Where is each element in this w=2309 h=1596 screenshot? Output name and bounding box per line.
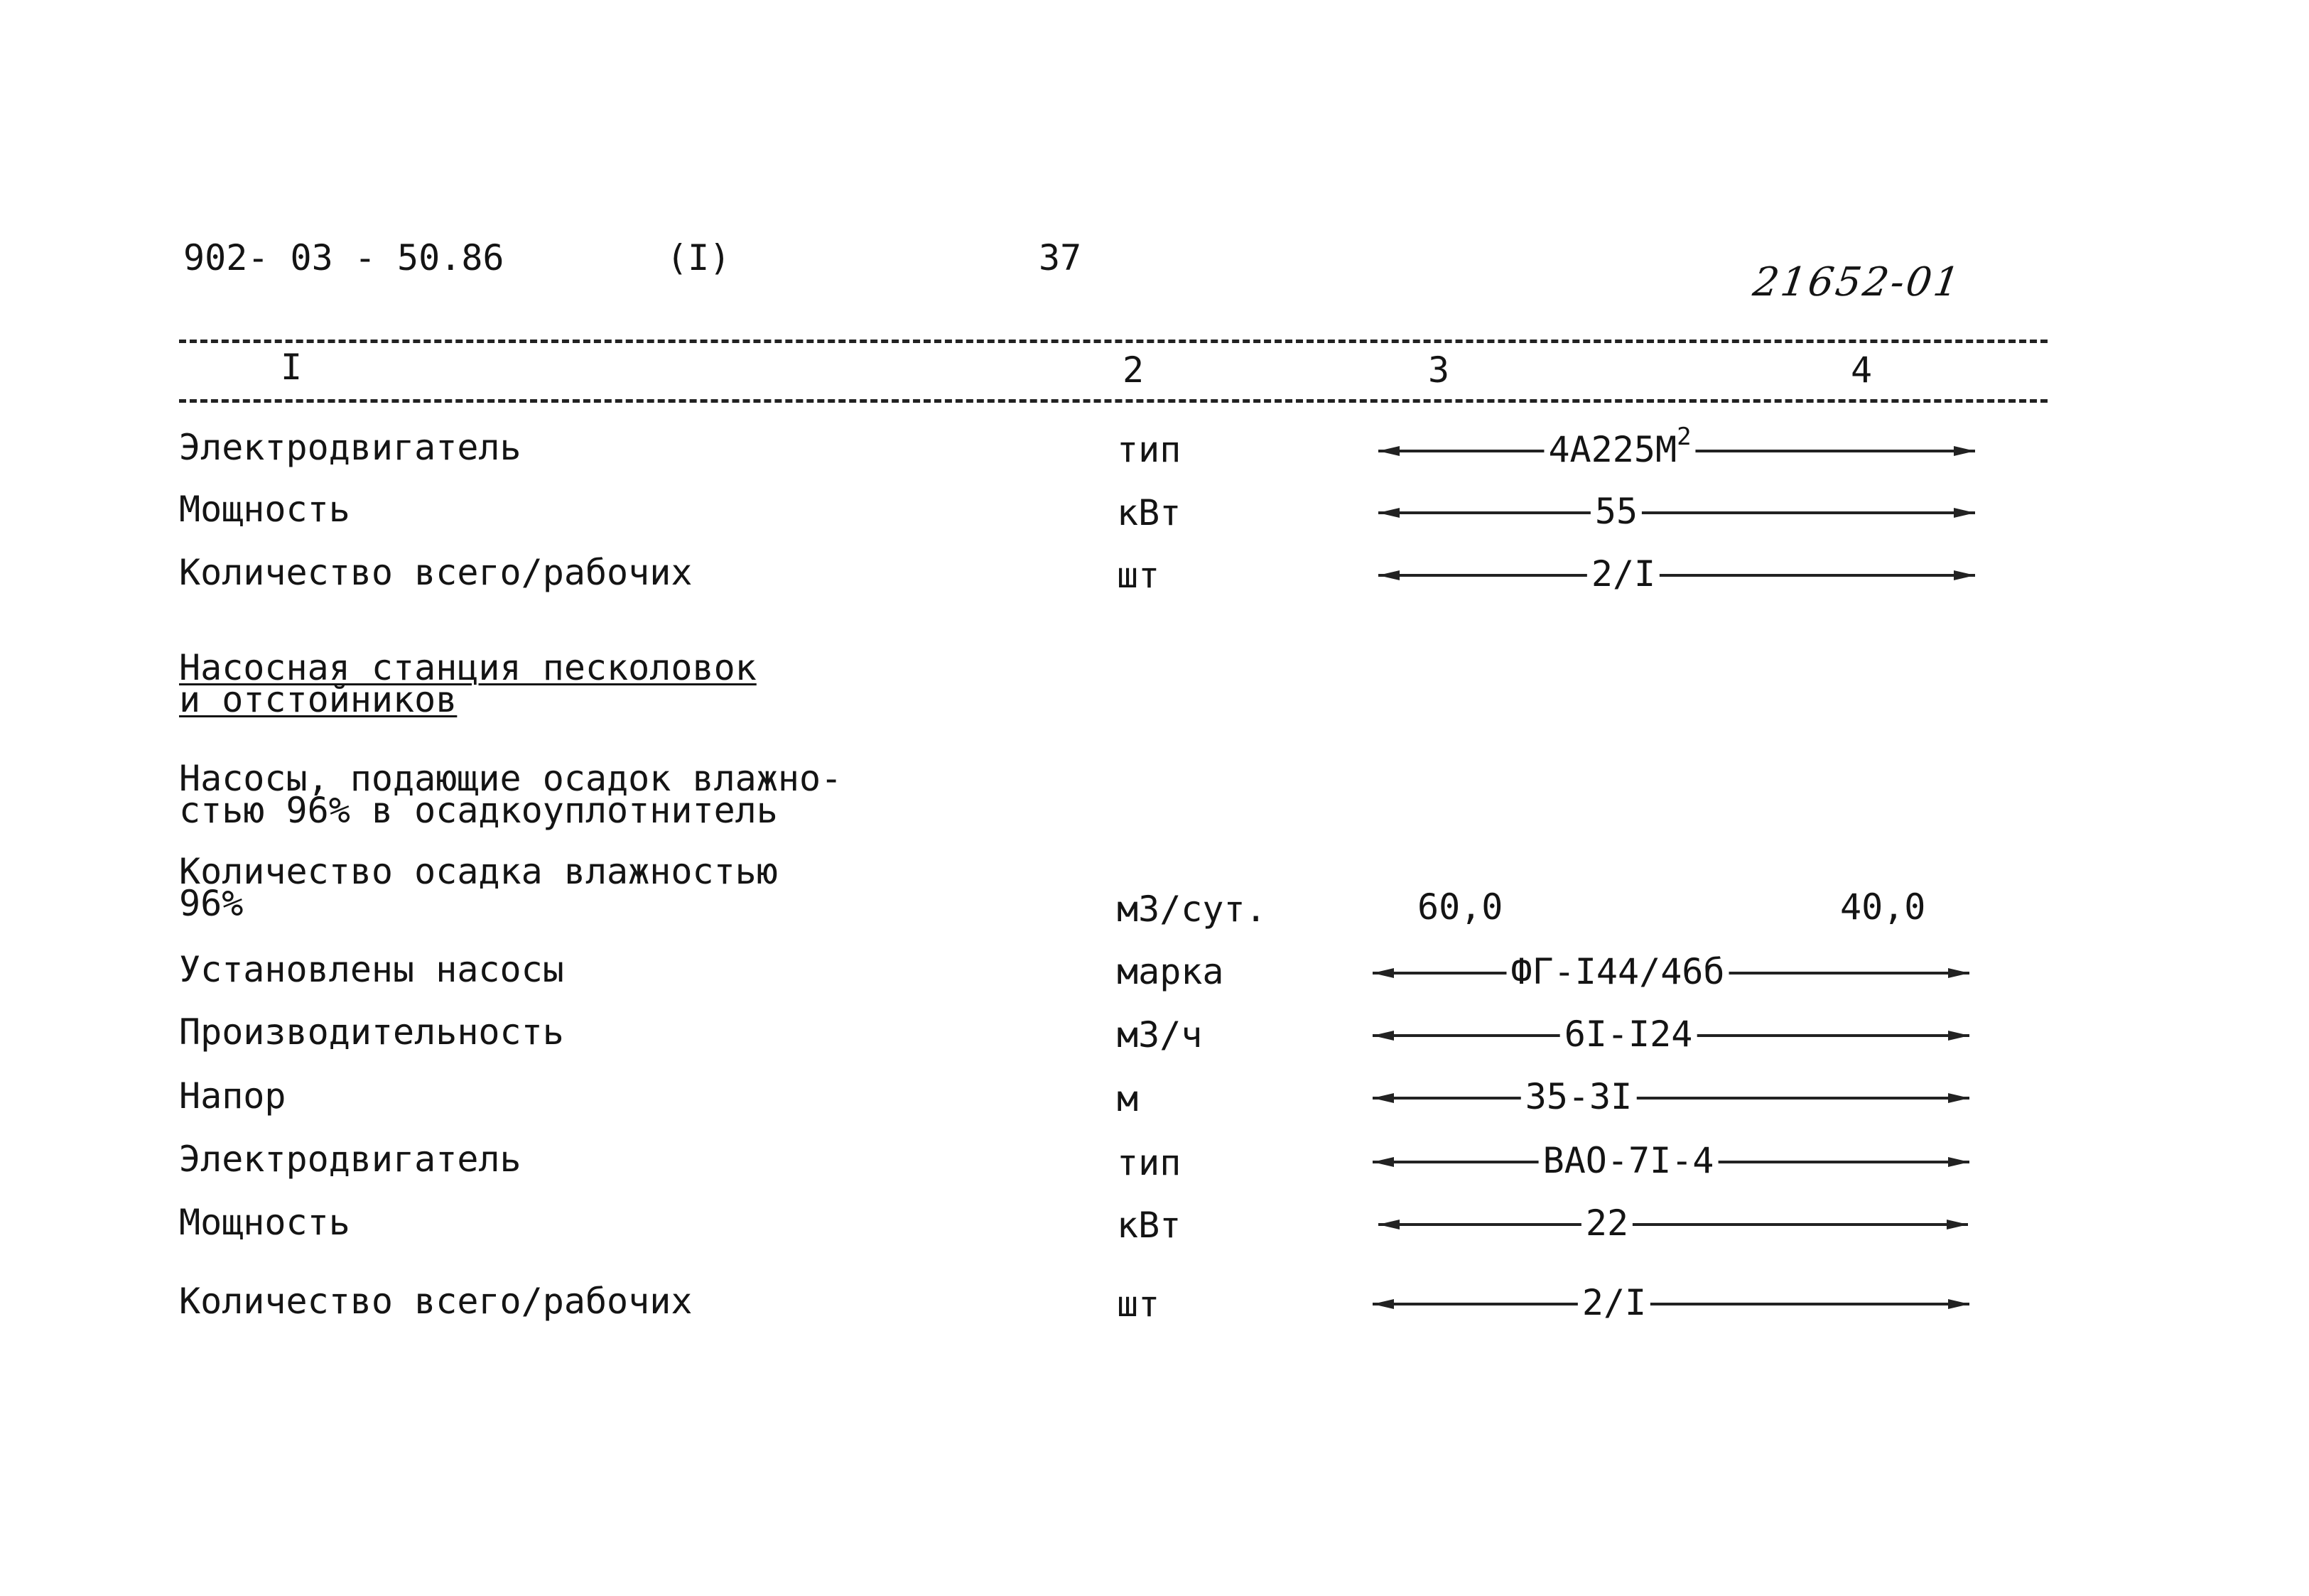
row-unit-power-2: кВт: [1117, 1205, 1181, 1246]
sludge-quantity-col3: 60,0: [1417, 886, 1503, 928]
row-value-count-text: 2/I: [1587, 553, 1660, 595]
span-arrows: [1378, 553, 1975, 595]
row-value-count-2: [1373, 1281, 1969, 1324]
handwritten-code: 21652-01: [1750, 259, 1964, 305]
row-unit-count-2: шт: [1117, 1283, 1160, 1325]
column-header-3: 3: [1428, 349, 1450, 391]
row-label-installed-pumps: Установлены насосы: [179, 949, 564, 990]
row-value-power-2-text: 22: [1581, 1202, 1633, 1244]
column-header-4: 4: [1851, 349, 1873, 391]
span-arrows: [1373, 1075, 1969, 1118]
row-value-motor-2: [1373, 1139, 1969, 1182]
row-label-count: Количество всего/рабочих: [179, 552, 693, 593]
row-unit-motor: тип: [1117, 429, 1181, 470]
header-bottom-divider: [179, 399, 2048, 403]
row-label-power: Мощность: [179, 489, 350, 530]
row-value-installed-pumps: [1373, 950, 1969, 993]
row-value-capacity: [1373, 1013, 1969, 1055]
span-arrows: [1378, 1202, 1968, 1244]
row-value-motor-text: $4А225М^2$: [1544, 428, 1695, 471]
row-unit-power: кВт: [1117, 492, 1181, 533]
row-value-installed-pumps-text: ФГ-I44/46б: [1506, 950, 1729, 993]
row-value-motor-2-text: ВАО-7I-4: [1539, 1139, 1719, 1182]
span-arrows: [1373, 1281, 1969, 1324]
row-value-head-text: 35-3I: [1521, 1075, 1637, 1118]
row-label-count-2: Количество всего/рабочих: [179, 1281, 693, 1322]
page-number: 37: [1039, 237, 1082, 278]
row-unit-head: м: [1117, 1078, 1139, 1119]
row-label-motor: Электродвигатель: [179, 427, 521, 468]
row-value-motor: [1378, 423, 1975, 471]
column-header-1: I: [281, 347, 303, 388]
document-number: 902- 03 - 50.86: [183, 237, 504, 278]
pumps-description: Насосы, подающие осадок влажно- стью 96% в осадкоуплотнитель: [179, 758, 843, 831]
sludge-quantity-col4: 40,0: [1840, 886, 1926, 928]
section-title: Насосная станция песколовок и отстойников: [179, 647, 757, 720]
row-label-sludge-quantity: Количество осадка влажностью 96%: [179, 851, 778, 924]
row-value-count: [1378, 553, 1975, 595]
row-value-capacity-text: 6I-I24: [1560, 1013, 1697, 1055]
row-value-power-text: 55: [1591, 490, 1642, 533]
span-arrows: [1378, 490, 1975, 533]
row-label-power-2: Мощность: [179, 1202, 350, 1243]
row-label-capacity: Производительность: [179, 1011, 564, 1053]
row-value-count-2-text: 2/I: [1578, 1281, 1650, 1324]
row-unit-count: шт: [1117, 555, 1160, 596]
row-label-motor-2: Электродвигатель: [179, 1139, 521, 1180]
row-unit-motor-2: тип: [1117, 1142, 1181, 1183]
row-value-power-2: [1378, 1202, 1968, 1244]
row-unit-sludge-quantity: м3/сут.: [1117, 889, 1267, 930]
column-header-2: 2: [1123, 349, 1145, 391]
header-top-divider: [179, 340, 2048, 343]
row-value-head: [1373, 1075, 1969, 1118]
row-label-head: Напор: [179, 1075, 286, 1117]
row-value-power: [1378, 490, 1975, 533]
row-unit-installed-pumps: марка: [1117, 951, 1224, 992]
row-unit-capacity: м3/ч: [1117, 1014, 1203, 1055]
section-number: (I): [666, 237, 731, 278]
